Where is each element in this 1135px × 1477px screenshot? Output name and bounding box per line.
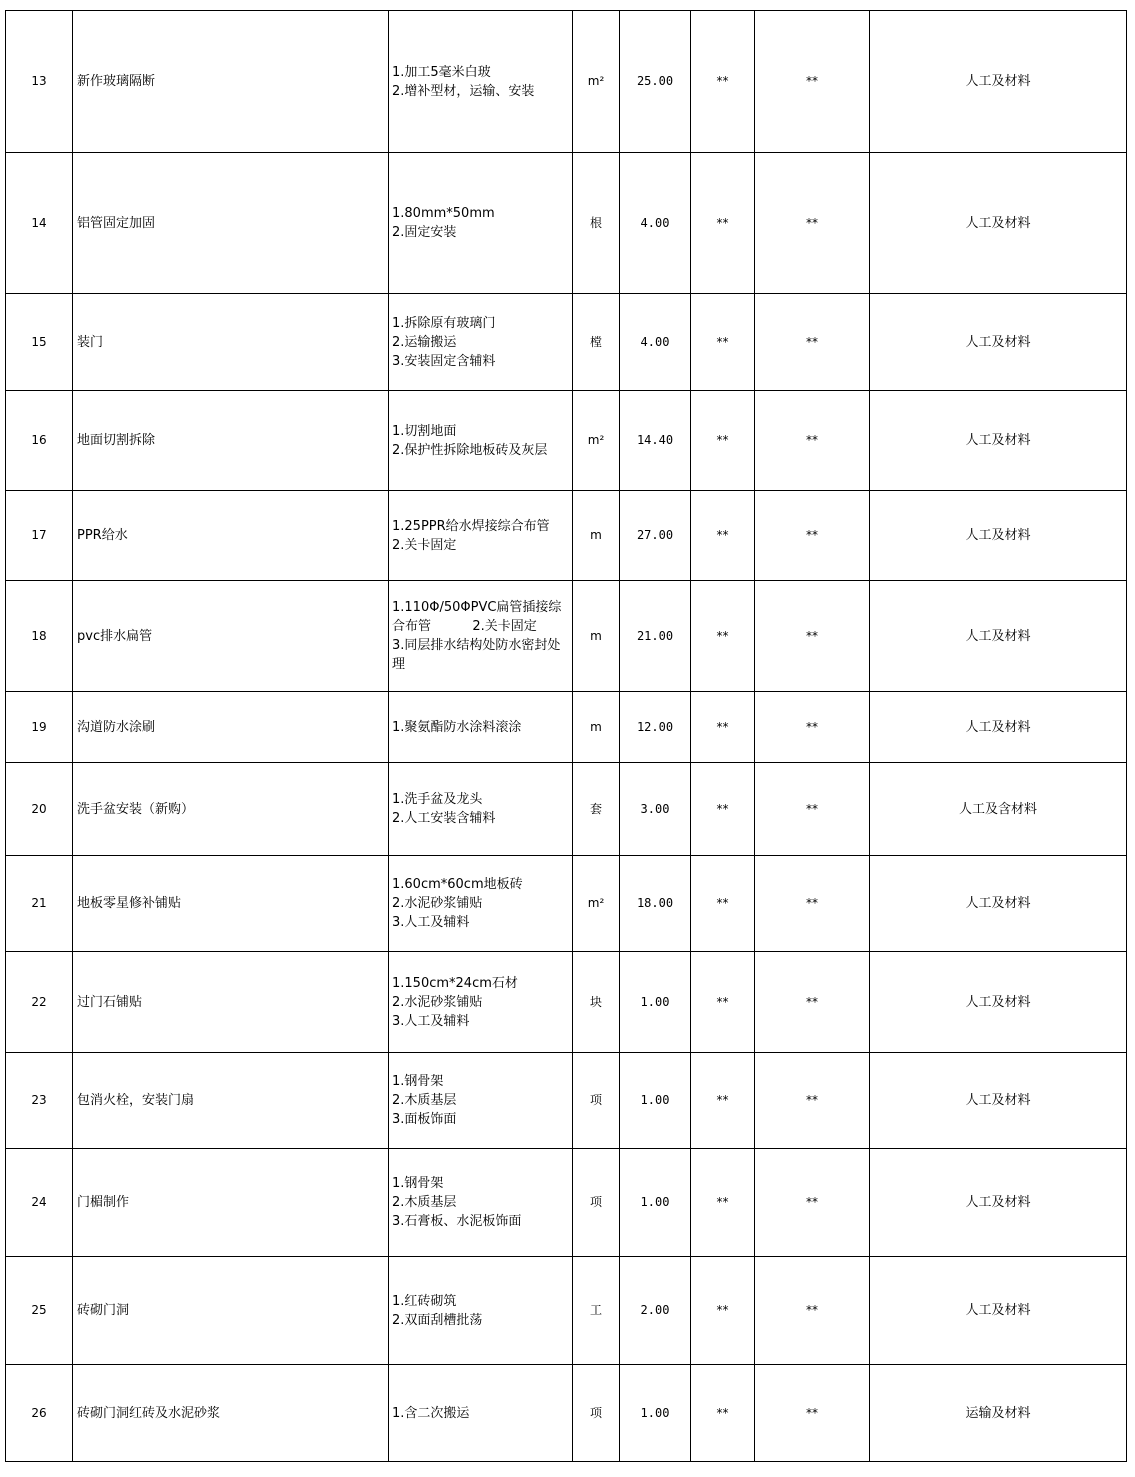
item-name: pvc排水扁管 (73, 581, 389, 692)
item-description (389, 1365, 573, 1462)
item-unit: m² (573, 391, 620, 491)
item-remark: 人工及材料 (870, 391, 1127, 491)
description-line: 2.保护性拆除地板砖及灰层 (392, 442, 548, 458)
description-line: 1.拆除原有玻璃门 (392, 315, 496, 331)
row-number: 15 (6, 294, 73, 391)
item-name: 地面切割拆除 (73, 391, 389, 491)
description-line: 3.人工及辅料 (392, 1013, 470, 1029)
item-name: 洗手盆安装（新购） (73, 763, 389, 856)
table-row (6, 763, 1127, 856)
row-number: 18 (6, 581, 73, 692)
description-line: 2.人工安装含辅料 (392, 811, 496, 826)
description-line: 3.面板饰面 (392, 1112, 457, 1127)
item-description (389, 1257, 573, 1365)
item-unit: 块 (573, 952, 620, 1053)
description-line: 3.人工及辅料 (392, 915, 470, 930)
description-line: 2.增补型材，运输、安装 (392, 83, 535, 99)
total-price: ** (755, 1053, 870, 1149)
item-name: PPR给水 (73, 491, 389, 581)
item-remark: 运输及材料 (870, 1365, 1127, 1462)
description-line: 2.水泥砂浆铺贴 (392, 896, 483, 911)
table-row (6, 153, 1127, 294)
item-quantity: 2.00 (620, 1257, 691, 1365)
item-description (389, 952, 573, 1053)
unit-price: ** (691, 1149, 755, 1257)
item-quantity: 1.00 (620, 1149, 691, 1257)
description-line: 1.聚氨酯防水涂料滚涂 (392, 719, 522, 735)
description-line: 1.60cm*60cm地板砖 (392, 877, 523, 892)
item-unit: 樘 (573, 294, 620, 391)
item-remark: 人工及材料 (870, 1257, 1127, 1365)
description-line: 1.80mm*50mm (392, 206, 495, 221)
table-body (6, 11, 1127, 1462)
total-price: ** (755, 391, 870, 491)
item-unit: m (573, 581, 620, 692)
item-name: 门楣制作 (73, 1149, 389, 1257)
item-remark: 人工及材料 (870, 11, 1127, 153)
total-price: ** (755, 952, 870, 1053)
item-quantity: 3.00 (620, 763, 691, 856)
item-name: 新作玻璃隔断 (73, 11, 389, 153)
item-description (389, 391, 573, 491)
item-remark: 人工及材料 (870, 153, 1127, 294)
item-quantity: 1.00 (620, 952, 691, 1053)
total-price: ** (755, 1257, 870, 1365)
row-number: 21 (6, 856, 73, 952)
item-quantity: 12.00 (620, 692, 691, 763)
description-line: 1.加工5毫米白玻 (392, 64, 491, 80)
description-line: 1.钢骨架 (392, 1176, 444, 1191)
item-unit: 套 (573, 763, 620, 856)
table-row (6, 294, 1127, 391)
description-line: 2.双面刮槽批荡 (392, 1312, 483, 1328)
description-line: 3.同层排水结构处防水密封处理 (392, 638, 561, 672)
description-line: 2.木质基层 (392, 1093, 457, 1108)
item-description (389, 11, 573, 153)
table-row (6, 1365, 1127, 1462)
table-row (6, 491, 1127, 581)
quote-table (5, 10, 1127, 1462)
item-name: 砖砌门洞红砖及水泥砂浆 (73, 1365, 389, 1462)
item-remark: 人工及材料 (870, 581, 1127, 692)
table-row (6, 1257, 1127, 1365)
item-remark: 人工及含材料 (870, 763, 1127, 856)
item-unit: 工 (573, 1257, 620, 1365)
table-row (6, 692, 1127, 763)
row-number: 16 (6, 391, 73, 491)
description-line: 1.150cm*24cm石材 (392, 975, 518, 991)
unit-price: ** (691, 491, 755, 581)
item-name: 包消火栓，安装门扇 (73, 1053, 389, 1149)
description-line: 1.红砖砌筑 (392, 1293, 457, 1309)
description-line: 2.固定安装 (392, 225, 457, 240)
table-row (6, 952, 1127, 1053)
row-number: 22 (6, 952, 73, 1053)
unit-price: ** (691, 1365, 755, 1462)
unit-price: ** (691, 692, 755, 763)
item-quantity: 4.00 (620, 153, 691, 294)
description-line: 2.水泥砂浆铺贴 (392, 994, 483, 1010)
item-remark: 人工及材料 (870, 491, 1127, 581)
description-line: 1.110Φ/50ΦPVC扁管插接综合布管 2.关卡固定 (392, 600, 562, 634)
total-price: ** (755, 1365, 870, 1462)
item-unit: m² (573, 11, 620, 153)
item-remark: 人工及材料 (870, 692, 1127, 763)
total-price: ** (755, 11, 870, 153)
description-line: 2.运输搬运 (392, 334, 457, 350)
total-price: ** (755, 581, 870, 692)
description-line: 1.钢骨架 (392, 1074, 444, 1089)
item-remark: 人工及材料 (870, 952, 1127, 1053)
item-unit: m² (573, 856, 620, 952)
table-row (6, 856, 1127, 952)
total-price: ** (755, 763, 870, 856)
row-number: 23 (6, 1053, 73, 1149)
item-description (389, 763, 573, 856)
item-description (389, 153, 573, 294)
item-description (389, 581, 573, 692)
total-price: ** (755, 856, 870, 952)
table-row (6, 581, 1127, 692)
item-name: 砖砌门洞 (73, 1257, 389, 1365)
row-number: 26 (6, 1365, 73, 1462)
item-name: 铝管固定加固 (73, 153, 389, 294)
item-remark: 人工及材料 (870, 856, 1127, 952)
description-line: 1.25PPR给水焊接综合布管 (392, 518, 550, 534)
table-row (6, 11, 1127, 153)
unit-price: ** (691, 391, 755, 491)
unit-price: ** (691, 1053, 755, 1149)
item-remark: 人工及材料 (870, 1149, 1127, 1257)
item-unit: 项 (573, 1149, 620, 1257)
total-price: ** (755, 692, 870, 763)
item-description (389, 294, 573, 391)
table-row (6, 1149, 1127, 1257)
unit-price: ** (691, 763, 755, 856)
description-line: 1.切割地面 (392, 423, 457, 439)
total-price: ** (755, 1149, 870, 1257)
unit-price: ** (691, 294, 755, 391)
item-unit: 项 (573, 1365, 620, 1462)
item-quantity: 25.00 (620, 11, 691, 153)
item-name: 地板零星修补铺贴 (73, 856, 389, 952)
description-line: 3.安装固定含辅料 (392, 353, 496, 369)
row-number: 14 (6, 153, 73, 294)
item-unit: m (573, 491, 620, 581)
item-name: 装门 (73, 294, 389, 391)
row-number: 13 (6, 11, 73, 153)
description-line: 2.关卡固定 (392, 537, 457, 553)
row-number: 19 (6, 692, 73, 763)
item-remark: 人工及材料 (870, 1053, 1127, 1149)
table-row (6, 391, 1127, 491)
description-line: 2.木质基层 (392, 1195, 457, 1210)
item-description (389, 692, 573, 763)
item-description (389, 1053, 573, 1149)
row-number: 24 (6, 1149, 73, 1257)
row-number: 20 (6, 763, 73, 856)
unit-price: ** (691, 952, 755, 1053)
item-unit: 根 (573, 153, 620, 294)
item-quantity: 18.00 (620, 856, 691, 952)
item-name: 过门石铺贴 (73, 952, 389, 1053)
description-line: 1.含二次搬运 (392, 1405, 470, 1421)
item-quantity: 21.00 (620, 581, 691, 692)
unit-price: ** (691, 153, 755, 294)
row-number: 25 (6, 1257, 73, 1365)
item-quantity: 1.00 (620, 1365, 691, 1462)
item-unit: m (573, 692, 620, 763)
item-unit: 项 (573, 1053, 620, 1149)
total-price: ** (755, 153, 870, 294)
item-description (389, 1149, 573, 1257)
item-description (389, 856, 573, 952)
unit-price: ** (691, 11, 755, 153)
description-line: 3.石膏板、水泥板饰面 (392, 1214, 522, 1229)
total-price: ** (755, 294, 870, 391)
item-remark: 人工及材料 (870, 294, 1127, 391)
item-name: 沟道防水涂刷 (73, 692, 389, 763)
table-row (6, 1053, 1127, 1149)
item-quantity: 4.00 (620, 294, 691, 391)
row-number: 17 (6, 491, 73, 581)
unit-price: ** (691, 856, 755, 952)
item-description (389, 491, 573, 581)
item-quantity: 14.40 (620, 391, 691, 491)
description-line: 1.洗手盆及龙头 (392, 792, 483, 807)
unit-price: ** (691, 1257, 755, 1365)
unit-price: ** (691, 581, 755, 692)
total-price: ** (755, 491, 870, 581)
item-quantity: 27.00 (620, 491, 691, 581)
item-quantity: 1.00 (620, 1053, 691, 1149)
